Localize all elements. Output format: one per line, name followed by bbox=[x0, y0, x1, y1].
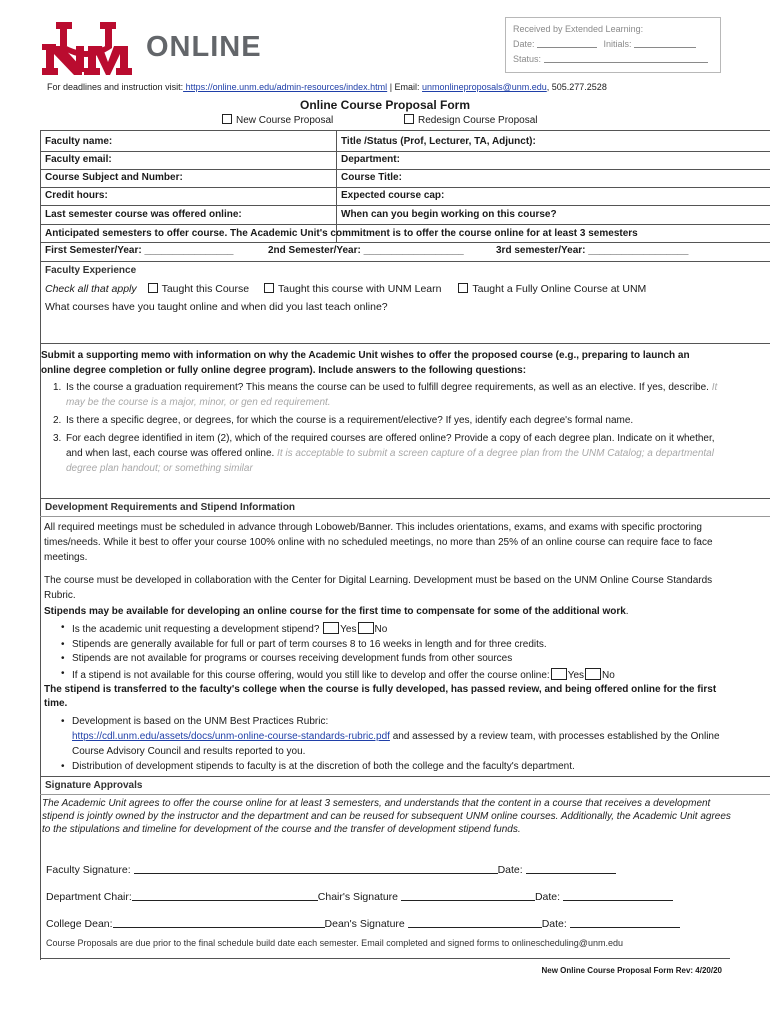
first-semester-field[interactable]: First Semester/Year: ________________ bbox=[45, 245, 234, 256]
dept-chair-label: Department Chair: bbox=[46, 891, 132, 903]
last-semester-field[interactable]: Last semester course was offered online: bbox=[45, 209, 242, 220]
memo-heading: Submit a supporting memo with information on why the Academic Unit wishes to offer the proposed course (e.g., preparing to launch an online degree completion or fully online degree program). Include answers to the following questions: bbox=[41, 350, 690, 376]
title-status-field[interactable]: Title /Status (Prof, Lecturer, TA, Adjunct): bbox=[341, 136, 536, 147]
stipend-availability-bullet: • Stipends are generally available for full or part of term courses 8 to 16 weeks in length and for three credits. bbox=[44, 639, 734, 652]
rubric-rest: and assessed by a review team, with processes established by the Online Course Advisory Council and results reported to you. bbox=[72, 731, 720, 757]
q1-text: Is the course a graduation requirement? This means the course can be used to fulfill degree requirements, as well as an elective. If yes, describe. bbox=[66, 382, 709, 393]
signature-heading: Signature Approvals bbox=[45, 780, 143, 791]
received-date-field[interactable] bbox=[537, 38, 597, 48]
chair-signature-label: Chair's Signature bbox=[317, 891, 399, 903]
semesters-heading: Anticipated semesters to offer course. The Academic Unit's commitment is to offer the course online for at least 3 semesters bbox=[45, 228, 638, 239]
college-dean-label: College Dean: bbox=[46, 918, 113, 930]
received-status-label: Status: bbox=[513, 54, 542, 64]
faculty-date-field[interactable] bbox=[526, 862, 616, 874]
course-subject-field[interactable]: Course Subject and Number: bbox=[45, 172, 183, 183]
experience-options bbox=[45, 283, 646, 295]
received-box bbox=[505, 17, 721, 73]
received-initials-label: Initials: bbox=[603, 39, 632, 49]
credit-hours-field[interactable]: Credit hours: bbox=[45, 190, 108, 201]
instructions-line bbox=[47, 82, 607, 92]
course-title-field[interactable]: Course Title: bbox=[341, 172, 402, 183]
stipend-bullets bbox=[44, 622, 734, 682]
taught-learn-label: Taught this course with UNM Learn bbox=[278, 283, 442, 295]
taught-online-label: Taught a Fully Online Course at UNM bbox=[472, 283, 647, 295]
fallback-no-checkbox[interactable] bbox=[585, 668, 601, 680]
redesign-proposal-label: Redesign Course Proposal bbox=[418, 115, 538, 126]
instructions-prefix: For deadlines and instruction visit: bbox=[47, 82, 184, 92]
taught-learn-checkbox[interactable] bbox=[264, 283, 274, 293]
chair-signature-row bbox=[46, 889, 673, 903]
dean-date-label: Date: bbox=[541, 918, 567, 930]
memo-question-1 bbox=[41, 380, 721, 410]
stipend-request-text: Is the academic unit requesting a development stipend? bbox=[72, 624, 320, 635]
dean-date-field[interactable] bbox=[570, 916, 680, 928]
rubric-bullets bbox=[44, 714, 734, 774]
dean-signature-label: Dean's Signature bbox=[324, 918, 405, 930]
new-proposal-label: New Course Proposal bbox=[236, 115, 334, 126]
received-title: Received by Extended Learning: bbox=[513, 24, 644, 34]
memo-question-3 bbox=[41, 431, 721, 476]
department-field[interactable]: Department: bbox=[341, 154, 400, 165]
q3-hint: It is acceptable to submit a screen capture of a degree plan from the UNM Catalog; a departmental degree plan handout; or something similar bbox=[66, 448, 714, 474]
unm-mark-icon bbox=[42, 20, 132, 78]
begin-working-field[interactable]: When can you begin working on this course? bbox=[341, 209, 557, 220]
proposals-email-link[interactable]: unmonlineproposals@unm.edu bbox=[422, 82, 547, 92]
received-status-row bbox=[513, 52, 720, 67]
stipend-yes-checkbox[interactable] bbox=[323, 622, 339, 634]
new-proposal-checkbox[interactable] bbox=[222, 114, 232, 124]
faculty-signature-label: Faculty Signature: bbox=[46, 864, 131, 876]
rubric-link[interactable]: https://cdl.unm.edu/assets/docs/unm-online-course-standards-rubric.pdf bbox=[72, 731, 390, 742]
check-all-label: Check all that apply bbox=[45, 283, 137, 295]
taught-course-label: Taught this Course bbox=[161, 283, 250, 295]
form-title: Online Course Proposal Form bbox=[299, 98, 471, 112]
received-date-row bbox=[513, 37, 720, 52]
expected-cap-field[interactable]: Expected course cap: bbox=[341, 190, 445, 201]
chair-date-field[interactable] bbox=[563, 889, 673, 901]
rubric-bullet bbox=[44, 714, 734, 759]
redesign-proposal-checkbox[interactable] bbox=[404, 114, 414, 124]
faculty-signature-field[interactable] bbox=[134, 862, 498, 874]
option-new-proposal[interactable] bbox=[222, 114, 333, 126]
collaboration-paragraph: The course must be developed in collaboration with the Center for Digital Learning. Development must be based on the UNM Online Course Standards Rubric. bbox=[44, 575, 713, 601]
fallback-yes-label: Yes bbox=[567, 669, 585, 681]
logo-text: ONLINE bbox=[146, 31, 262, 63]
q2-text: Is there a specific degree, or degrees, for which the course is a requirement/elective? If yes, identify each degree's formal name. bbox=[66, 415, 634, 426]
received-status-field[interactable] bbox=[544, 53, 708, 63]
q2-number: 2. bbox=[53, 415, 62, 426]
q3-text: For each degree identified in item (2), which of the required courses are offered online? Provide a copy of each degree plan. Indicate on it whether, and when last, each course was offered online. bbox=[66, 433, 715, 459]
q1-hint: It may be the course is a major, minor, or gen ed requirement. bbox=[66, 382, 718, 408]
stipend-intro bbox=[44, 606, 629, 617]
stipend-exclusion-bullet: • Stipends are not available for programs or courses receiving development funds from other sources bbox=[44, 653, 734, 666]
phone-number: , 505.277.2528 bbox=[546, 82, 607, 92]
stipend-no-checkbox[interactable] bbox=[358, 622, 374, 634]
chair-date-label: Date: bbox=[534, 891, 561, 903]
q3-number: 3. bbox=[53, 433, 62, 444]
distribution-bullet: • Distribution of development stipends to faculty is at the discretion of both the college and the faculty's department. bbox=[44, 761, 734, 774]
option-redesign-proposal[interactable] bbox=[404, 114, 538, 126]
stipend-yes-label: Yes bbox=[340, 624, 357, 635]
admin-resources-link[interactable]: https://online.unm.edu/admin-resources/index.html bbox=[183, 82, 388, 92]
dept-chair-field[interactable] bbox=[132, 889, 318, 901]
faculty-signature-row bbox=[46, 862, 616, 876]
stipend-intro-bold: Stipends may be available for developing an online course for the first time to compensate for some of the additional work bbox=[44, 606, 626, 617]
email-separator: | Email: bbox=[387, 82, 423, 92]
taught-online-checkbox[interactable] bbox=[458, 283, 468, 293]
online-courses-question[interactable]: What courses have you taught online and when did you last teach online? bbox=[45, 301, 388, 313]
fallback-no-label: No bbox=[602, 669, 615, 681]
unm-logo bbox=[42, 20, 132, 78]
taught-course-option[interactable] bbox=[148, 283, 250, 295]
stipend-transfer-note: The stipend is transferred to the faculty's college when the course is fully developed, has passed review, and being offered online for the first time. bbox=[44, 684, 717, 709]
dean-signature-row bbox=[46, 916, 680, 930]
taught-course-checkbox[interactable] bbox=[148, 283, 158, 293]
taught-online-option[interactable] bbox=[458, 283, 646, 295]
college-dean-field[interactable] bbox=[113, 916, 325, 928]
stipend-no-label: No bbox=[374, 624, 388, 635]
faculty-date-label: Date: bbox=[497, 864, 523, 876]
faculty-name-field[interactable]: Faculty name: bbox=[45, 136, 113, 147]
taught-learn-option[interactable] bbox=[264, 283, 441, 295]
dean-signature-field[interactable] bbox=[408, 916, 542, 928]
memo-questions bbox=[41, 380, 721, 479]
stipend-fallback-bullet bbox=[44, 668, 734, 683]
stipend-fallback-text: If a stipend is not available for this course offering, would you still like to develop and offer the course online: bbox=[72, 669, 550, 681]
development-heading: Development Requirements and Stipend Information bbox=[45, 502, 296, 513]
due-note: Course Proposals are due prior to the final schedule build date each semester. Email completed and signed forms to onlinescheduling@unm.edu bbox=[46, 938, 623, 948]
chair-signature-field[interactable] bbox=[401, 889, 535, 901]
rubric-text: Development is based on the UNM Best Practices Rubric: bbox=[72, 716, 329, 727]
agreement-statement: The Academic Unit agrees to offer the course online for at least 3 semesters, and understands that the content in a course that receives a development stipend is jointly owned by the instructor and the department and can be reused for subsequent UNM online courses. Additionally, the Academic Unit agrees to the stipulations and timeline for development of the course and the transfer of development stipend funds. bbox=[42, 798, 731, 835]
stipend-request-bullet bbox=[44, 622, 734, 637]
memo-question-2 bbox=[41, 413, 721, 428]
q1-number: 1. bbox=[53, 382, 62, 393]
received-date-label: Date: bbox=[513, 39, 535, 49]
experience-heading: Faculty Experience bbox=[45, 265, 137, 276]
third-semester-field[interactable]: 3rd semester/Year: __________________ bbox=[496, 245, 689, 256]
revision-footer: New Online Course Proposal Form Rev: 4/20/20 bbox=[541, 966, 722, 975]
received-initials-field[interactable] bbox=[634, 38, 696, 48]
fallback-yes-checkbox[interactable] bbox=[551, 668, 567, 680]
meetings-paragraph: All required meetings must be scheduled in advance through Loboweb/Banner. This includes orientations, exams, and exams with specific proctoring times/needs. While it best to offer your course 100% online with no scheduled meetings, no more than 25% of an online course can require face to face meetings. bbox=[44, 522, 713, 563]
faculty-email-field[interactable]: Faculty email: bbox=[45, 154, 112, 165]
second-semester-field[interactable]: 2nd Semester/Year: __________________ bbox=[268, 245, 464, 256]
stipend-intro-end: . bbox=[625, 606, 629, 617]
